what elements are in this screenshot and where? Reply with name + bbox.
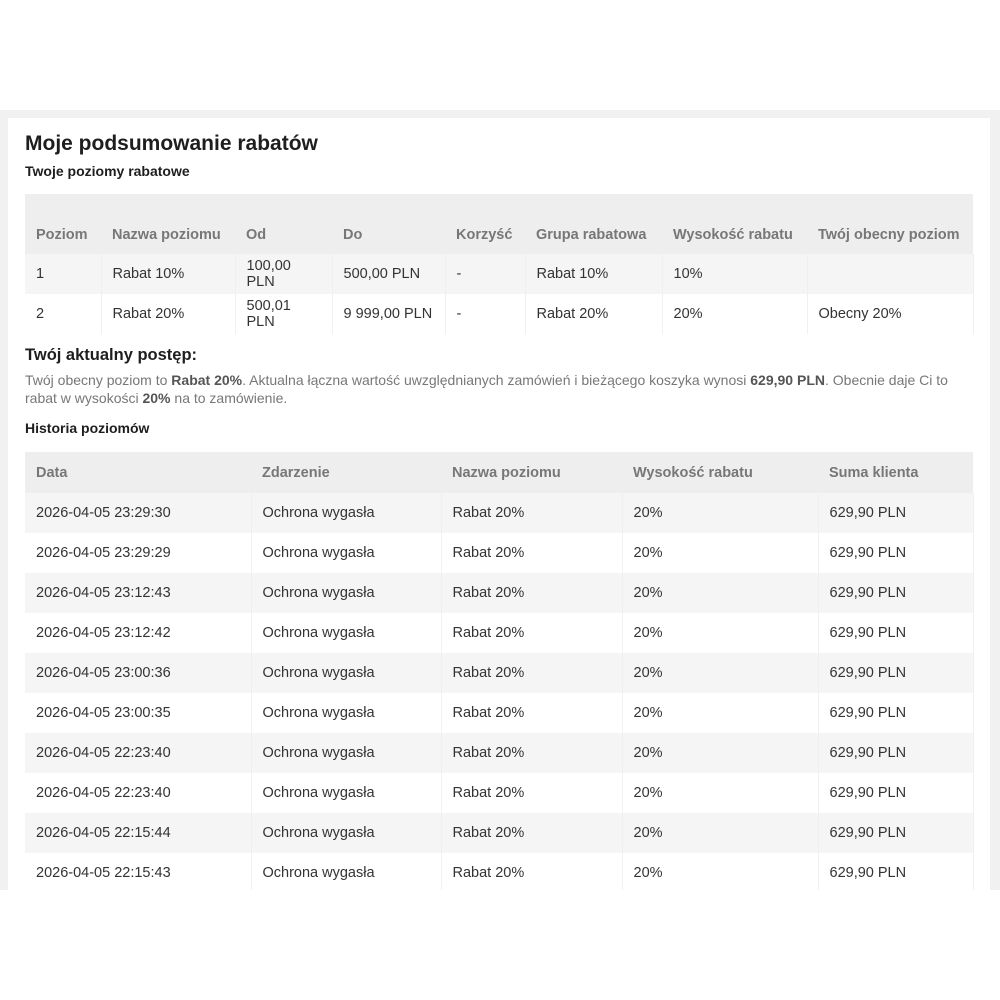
history-level-name-cell: Rabat 20%	[441, 813, 622, 853]
levels-header-from: Od	[235, 194, 332, 254]
progress-text-part: . Aktualna łączna wartość uwzględnianych zamówień i bieżącego koszyka wynosi	[242, 372, 751, 388]
levels-header-current: Twój obecny poziom	[807, 194, 973, 254]
level-name-cell: Rabat 10%	[101, 254, 235, 294]
history-body	[25, 493, 973, 890]
history-total-cell: 629,90 PLN	[818, 853, 973, 890]
history-total-cell: 629,90 PLN	[818, 573, 973, 613]
history-discount-cell: 20%	[622, 653, 818, 693]
levels-header-discount: Wysokość rabatu	[662, 194, 807, 254]
level-cell: 2	[25, 294, 101, 334]
history-total-cell: 629,90 PLN	[818, 693, 973, 733]
levels-row	[25, 294, 973, 334]
history-discount-cell: 20%	[622, 493, 818, 533]
history-total-cell: 629,90 PLN	[818, 533, 973, 573]
history-discount-cell: 20%	[622, 693, 818, 733]
discount-summary-panel	[8, 118, 990, 890]
levels-header-to: Do	[332, 194, 445, 254]
history-row	[25, 613, 973, 653]
history-discount-cell: 20%	[622, 533, 818, 573]
level-discount-cell: 20%	[662, 294, 807, 334]
level-group-cell: Rabat 10%	[525, 254, 662, 294]
history-discount-cell: 20%	[622, 773, 818, 813]
progress-description	[25, 371, 973, 407]
history-header-date: Data	[25, 452, 251, 493]
level-discount-cell: 10%	[662, 254, 807, 294]
history-level-name-cell: Rabat 20%	[441, 613, 622, 653]
history-event-cell: Ochrona wygasła	[251, 853, 441, 890]
levels-header-row	[25, 194, 973, 254]
progress-discount-value: 20%	[142, 390, 171, 406]
levels-table	[25, 194, 974, 334]
progress-total-amount: 629,90 PLN	[750, 372, 825, 388]
history-discount-cell: 20%	[622, 573, 818, 613]
history-level-name-cell: Rabat 20%	[441, 653, 622, 693]
progress-title: Twój aktualny postęp:	[25, 346, 198, 364]
history-header-level-name: Nazwa poziomu	[441, 452, 622, 493]
history-row	[25, 813, 973, 853]
history-date-cell: 2026-04-05 23:29:29	[25, 533, 251, 573]
history-level-name-cell: Rabat 20%	[441, 773, 622, 813]
history-title: Historia poziomów	[25, 420, 150, 436]
history-table	[25, 452, 974, 890]
history-event-cell: Ochrona wygasła	[251, 493, 441, 533]
levels-header-name: Nazwa poziomu	[101, 194, 235, 254]
history-date-cell: 2026-04-05 22:23:40	[25, 773, 251, 813]
level-benefit-cell: -	[445, 294, 525, 334]
progress-current-level: Rabat 20%	[171, 372, 243, 388]
history-row	[25, 773, 973, 813]
level-current-cell: Obecny 20%	[807, 294, 973, 334]
history-row	[25, 693, 973, 733]
history-event-cell: Ochrona wygasła	[251, 573, 441, 613]
history-level-name-cell: Rabat 20%	[441, 693, 622, 733]
history-date-cell: 2026-04-05 23:12:42	[25, 613, 251, 653]
level-to-cell: 500,00 PLN	[332, 254, 445, 294]
history-row	[25, 733, 973, 773]
level-name-cell: Rabat 20%	[101, 294, 235, 334]
history-row	[25, 853, 973, 890]
page-title: Moje podsumowanie rabatów	[25, 132, 318, 155]
history-header-event: Zdarzenie	[251, 452, 441, 493]
progress-text-part: na to zamówienie.	[170, 390, 288, 406]
level-from-cell: 100,00 PLN	[235, 254, 332, 294]
history-event-cell: Ochrona wygasła	[251, 693, 441, 733]
history-total-cell: 629,90 PLN	[818, 733, 973, 773]
history-discount-cell: 20%	[622, 733, 818, 773]
levels-row	[25, 254, 973, 294]
history-header-row	[25, 452, 973, 493]
level-benefit-cell: -	[445, 254, 525, 294]
history-discount-cell: 20%	[622, 853, 818, 890]
levels-header-level: Poziom	[25, 194, 101, 254]
level-group-cell: Rabat 20%	[525, 294, 662, 334]
level-cell: 1	[25, 254, 101, 294]
level-to-cell: 9 999,00 PLN	[332, 294, 445, 334]
history-level-name-cell: Rabat 20%	[441, 853, 622, 890]
history-row	[25, 493, 973, 533]
history-discount-cell: 20%	[622, 813, 818, 853]
history-discount-cell: 20%	[622, 613, 818, 653]
history-level-name-cell: Rabat 20%	[441, 493, 622, 533]
history-event-cell: Ochrona wygasła	[251, 533, 441, 573]
history-date-cell: 2026-04-05 23:29:30	[25, 493, 251, 533]
levels-header-benefit: Korzyść	[445, 194, 525, 254]
progress-text-part: . Obecnie daje Ci to rabat w wysokości	[25, 372, 948, 406]
history-level-name-cell: Rabat 20%	[441, 733, 622, 773]
history-total-cell: 629,90 PLN	[818, 813, 973, 853]
history-total-cell: 629,90 PLN	[818, 493, 973, 533]
history-header-customer-total: Suma klienta	[818, 452, 973, 493]
levels-header-group: Grupa rabatowa	[525, 194, 662, 254]
history-event-cell: Ochrona wygasła	[251, 813, 441, 853]
history-date-cell: 2026-04-05 23:00:35	[25, 693, 251, 733]
history-level-name-cell: Rabat 20%	[441, 533, 622, 573]
level-current-cell	[807, 254, 973, 294]
history-date-cell: 2026-04-05 23:12:43	[25, 573, 251, 613]
history-level-name-cell: Rabat 20%	[441, 573, 622, 613]
history-date-cell: 2026-04-05 22:23:40	[25, 733, 251, 773]
history-event-cell: Ochrona wygasła	[251, 773, 441, 813]
history-row	[25, 653, 973, 693]
progress-text-part: Twój obecny poziom to	[25, 372, 172, 388]
levels-subtitle: Twoje poziomy rabatowe	[25, 163, 190, 179]
history-total-cell: 629,90 PLN	[818, 653, 973, 693]
history-event-cell: Ochrona wygasła	[251, 733, 441, 773]
history-event-cell: Ochrona wygasła	[251, 613, 441, 653]
history-date-cell: 2026-04-05 22:15:43	[25, 853, 251, 890]
level-from-cell: 500,01 PLN	[235, 294, 332, 334]
history-total-cell: 629,90 PLN	[818, 613, 973, 653]
history-total-cell: 629,90 PLN	[818, 773, 973, 813]
history-event-cell: Ochrona wygasła	[251, 653, 441, 693]
history-row	[25, 573, 973, 613]
history-date-cell: 2026-04-05 23:00:36	[25, 653, 251, 693]
history-row	[25, 533, 973, 573]
history-header-discount: Wysokość rabatu	[622, 452, 818, 493]
history-date-cell: 2026-04-05 22:15:44	[25, 813, 251, 853]
